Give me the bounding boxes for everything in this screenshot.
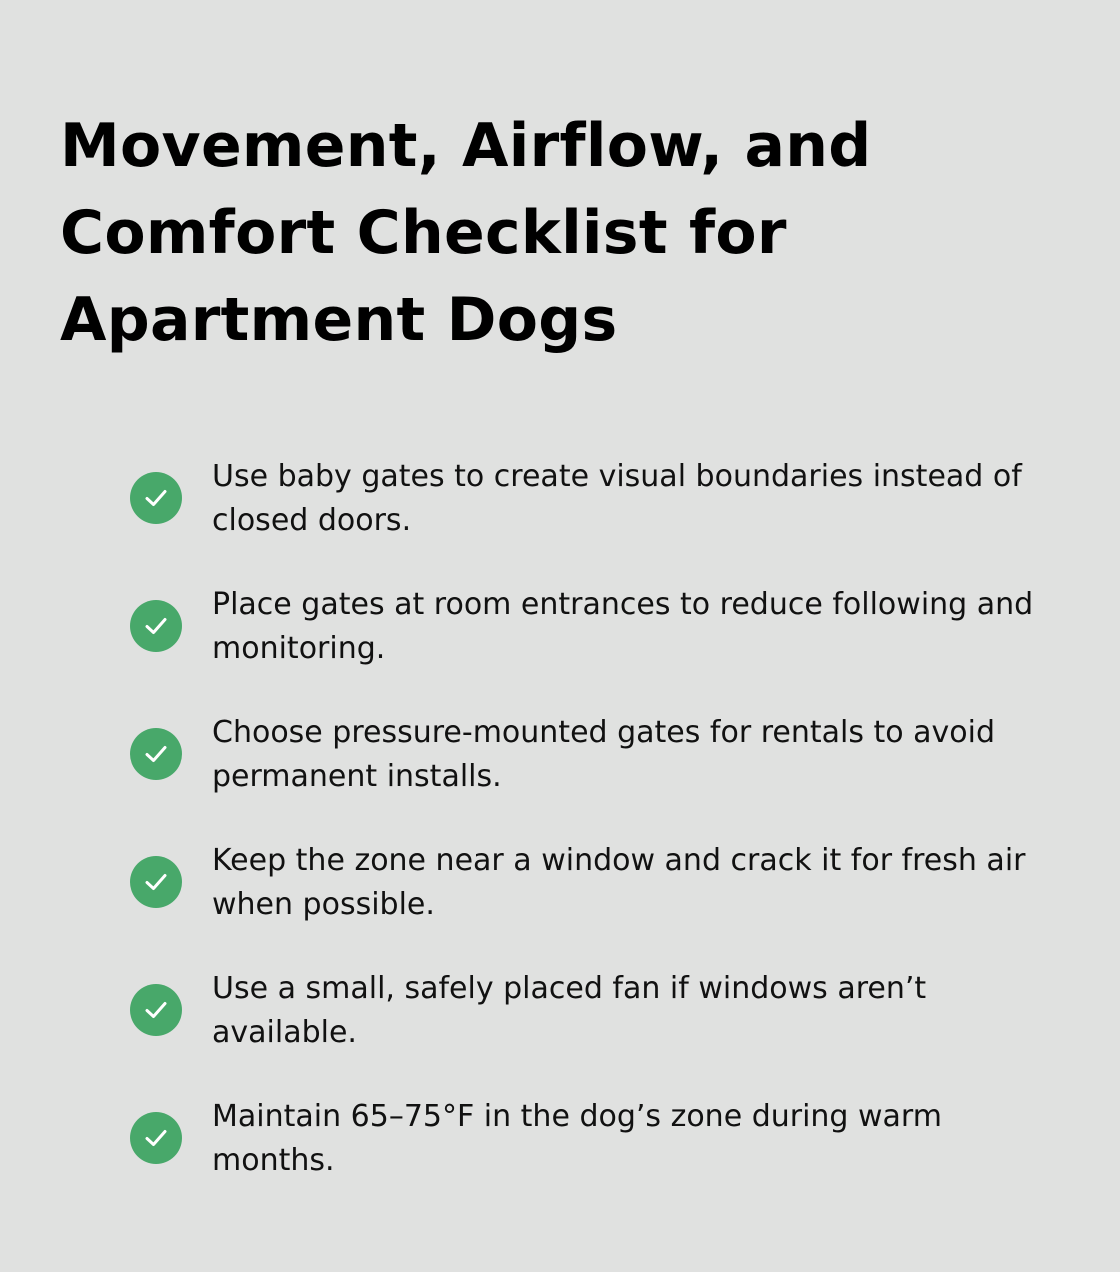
checklist-item-line: Keep the zone near a window and crack it for fresh air — [212, 843, 1026, 878]
title-line: Movement, Airflow, and — [60, 111, 872, 181]
checklist-item-text — [212, 967, 1042, 1055]
check-circle-icon — [130, 472, 182, 524]
checklist-item — [130, 1092, 1050, 1220]
checklist-item-text — [212, 1095, 1042, 1183]
checklist-item — [130, 708, 1050, 836]
checklist-item-line: closed doors. — [212, 503, 412, 538]
checklist — [130, 452, 1050, 1220]
checklist-item-line: Maintain 65–75°F in the dog’s zone during warm — [212, 1099, 942, 1134]
checklist-item-line: Place gates at room entrances to reduce following and — [212, 587, 1034, 622]
checklist-item-line: Use a small, safely placed fan if windows aren’t — [212, 971, 927, 1006]
title-line: Comfort Checklist for — [60, 198, 787, 268]
checklist-item — [130, 452, 1050, 580]
checklist-item — [130, 580, 1050, 708]
check-circle-icon — [130, 984, 182, 1036]
checklist-item-text — [212, 455, 1042, 543]
checklist-item-line: Choose pressure-mounted gates for rentals to avoid — [212, 715, 996, 750]
check-circle-icon — [130, 856, 182, 908]
checklist-item — [130, 836, 1050, 964]
checklist-item — [130, 964, 1050, 1092]
page-title — [60, 103, 1040, 364]
title-line: Apartment Dogs — [60, 285, 618, 355]
checklist-item-text — [212, 583, 1042, 671]
checklist-item-line: monitoring. — [212, 631, 386, 666]
checklist-item-text — [212, 839, 1042, 927]
checklist-item-text — [212, 711, 1042, 799]
checklist-item-line: Use baby gates to create visual boundaries instead of — [212, 459, 1022, 494]
checklist-item-line: permanent installs. — [212, 759, 502, 794]
checklist-item-line: when possible. — [212, 887, 435, 922]
checklist-item-line: months. — [212, 1143, 335, 1178]
check-circle-icon — [130, 600, 182, 652]
check-circle-icon — [130, 728, 182, 780]
checklist-item-line: available. — [212, 1015, 357, 1050]
check-circle-icon — [130, 1112, 182, 1164]
